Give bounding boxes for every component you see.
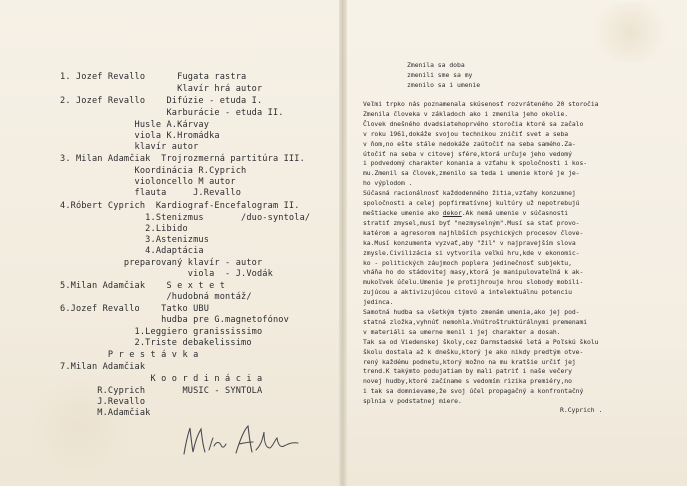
program-line: hudba pre G.magnetofónov xyxy=(60,315,289,325)
program-line: Klavír hrá autor xyxy=(60,84,263,94)
verse-line: zmenilo sa i umenie xyxy=(407,81,481,89)
program-line: preparovaný klavír - autor xyxy=(60,258,263,268)
underlined-word: dekor xyxy=(442,208,462,217)
essay-line: Súčasná racionálnosť každodenného žitia,vzťahy konzumnej xyxy=(363,189,576,198)
essay-line: mu.Zmenil sa človek,zmenilo sa teda i umenie ktoré je je- xyxy=(363,169,580,178)
essay-line: v materiáli sa umerne menil i jej charakter a dosah. xyxy=(363,327,561,336)
essay-line: jedinca. xyxy=(363,298,394,307)
essay-line: ka.Musí konzumenta vyzvať,aby "žil" v najpravejším slova xyxy=(363,238,576,247)
program-line: P r e s t á v k a xyxy=(60,350,199,360)
essay-line: v ňom,no ešte stále nedokáže zaútočiť na seba samého.Za- xyxy=(363,139,576,148)
essay-line: Veľmi trpko nás poznamenala skúsenosť rozvráteného 20 storočia xyxy=(363,100,599,108)
essay-line: i tak sa domnievame,že svoj účel propagačný a konfrontačný xyxy=(363,387,584,396)
essay-line: rený každému podnetu,ktorý možno na mu kratšie určiť jej xyxy=(363,357,576,366)
program-line: 1.Leggiero granississimo xyxy=(60,327,263,337)
essay-line: Zmenila človeka v základoch ako i zmenila jeho okolie. xyxy=(363,109,569,118)
program-line: R.Cyprich MUSIC - SYNTOLA xyxy=(60,386,263,396)
program-line: 7.Milan Adamčiak xyxy=(60,362,146,372)
essay-line: meštiacke umenie ako dekor.Ak nemá umenie v súčasnosti xyxy=(363,208,569,217)
page-fold xyxy=(339,0,347,486)
program-line: 2. Jozef Revallo Difúzie - etuda I. xyxy=(60,96,263,106)
program-line: 3.Astenizmus xyxy=(60,235,210,245)
program-line: 2.Libido xyxy=(60,224,188,234)
program-line: 1. Jozef Revallo Fugata rastra xyxy=(60,72,247,82)
program-line: violoncello M autor xyxy=(60,177,236,187)
handwritten-signature xyxy=(178,420,308,460)
essay-line: stratiť zmysel,musí byť "nezmyselným".Musí sa stať provo- xyxy=(363,218,580,227)
program-line: Karburácie - etuda II. xyxy=(60,108,284,118)
paper-stain xyxy=(585,2,675,62)
essay-line: trend.K takýmto podujatiam by mali patriť i naše večery xyxy=(363,367,572,376)
program-line: J.Revallo xyxy=(60,397,146,407)
essay-line: i podvedomý charakter konania a vzťahu k spoločnosti i kos- xyxy=(363,159,588,168)
program-line: flauta J.Revallo xyxy=(60,188,242,198)
program-line: viola K.Hromádka xyxy=(60,131,220,141)
essay-line: v roku 1961,dokáže svojou technikou zničiť svet a seba xyxy=(363,129,569,138)
essay-line: Človek dnešného dvadsiatehoprvého storočia ktoré sa začalo xyxy=(363,119,584,128)
program-line: 4.Róbert Cyprich Kardiograf-Encefalogram II. xyxy=(60,201,300,211)
program-line: 2.Triste debakelissimo xyxy=(60,338,252,348)
essay-line: spoločnosti a celej popfirmatívnej kultúry už nepotrebujú xyxy=(363,199,580,208)
essay-line: ko - politických záujmoch poplera jedinečnosť subjektu, xyxy=(363,258,572,267)
program-line: klavír autor xyxy=(60,142,199,152)
intro-verse xyxy=(407,60,480,90)
program-line: Husle A.Kárvay xyxy=(60,120,210,130)
program-line: 4.Adaptácia xyxy=(60,246,204,256)
essay-line: mukoľvek účelu.Umenie je protijhrouje hrou slobody mobili- xyxy=(363,278,584,287)
manifesto-text xyxy=(363,100,681,407)
program-line: M.Adamčiak xyxy=(60,408,151,418)
program-line: 5.Milan Adamčiak S e x t e t xyxy=(60,281,226,291)
essay-line: statná zložka,vyhnúť nemohla.Vnútroštruktúrálnymi premenami xyxy=(363,317,588,326)
essay-line: splnia v podstatnej miere. xyxy=(363,397,462,406)
essay-line: školu dostala až k dnešku,ktorý je ako nikdy predtým otve- xyxy=(363,347,584,356)
essay-line: novej hudby,ktoré začíname s vedomím rizika premiéry,no xyxy=(363,377,572,386)
essay-line: ho výplodom . xyxy=(363,179,413,188)
program-line: /hudobná montáž/ xyxy=(60,292,252,302)
program-line: 6.Jozef Revallo Tatko UBU xyxy=(60,304,210,314)
essay-line: útočiť na seba v citovej sfére,ktorá určuje jeho vedomý xyxy=(363,149,572,158)
program-line: Koordinácia R.Cyprich xyxy=(60,166,247,176)
program-line: 1.Stenizmus /duo-syntola/ xyxy=(60,213,311,223)
essay-line: vháňa ho do stádovitej masy,ktorá je manipulovateľná k ak- xyxy=(363,268,584,277)
program-line: K o o r d i n á c i a xyxy=(60,374,263,384)
essay-line: Samotná hudba sa všetkým týmto zmenám umenia,ako jej pod- xyxy=(363,308,580,317)
essay-line: Tak sa od Viedenskej školy,cez Darmstadské letá a Poľskú školu xyxy=(363,337,599,346)
program-line: 3. Milan Adamčiak Trojrozmerná partitúra III. xyxy=(60,154,305,164)
essay-line: zmysle.Civilizácia si vytvorila veľkú hru,kde v ekonomic- xyxy=(363,248,580,257)
essay-author: R.Cyprich . xyxy=(560,406,603,414)
verse-line: Zmenila sa doba xyxy=(407,61,465,69)
essay-line: katérom a agresorom najhlbších psychických procesov člove- xyxy=(363,228,584,237)
verse-line: zmenili sme sa my xyxy=(407,71,473,79)
program-line: viola - J.Vodák xyxy=(60,269,273,279)
essay-line: zujúcou a aktivizujúcou citovú a intelektuálnu potenciu xyxy=(363,288,572,297)
